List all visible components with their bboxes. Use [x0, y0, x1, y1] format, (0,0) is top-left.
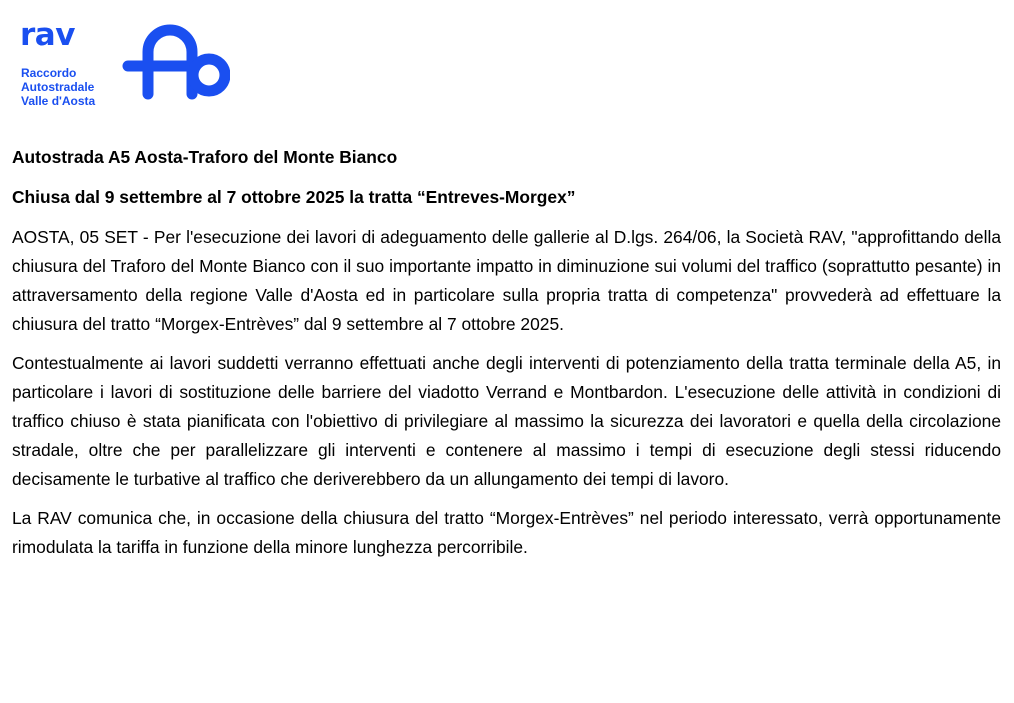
paragraph-2: Contestualmente ai lavori suddetti verranno effettuati anche degli interventi di potenziamento della tratta terminale della A5, in particolare i lavori di sostituzione delle barriere del viadotto Verrand e Montbardon. L'esecuzione delle attività in condizioni di traffico chiuso è stata pianificata con l'obiettivo di privilegiare al massimo la sicurezza dei lavoratori e quella della circolazione stradale, oltre che per parallelizzare gli interventi e contenere al massimo i tempi di esecuzione degli stessi riducendo decisamente le turbative al traffico che deriverebbero da un allungamento dei tempi di lavoro. — [12, 353, 1001, 489]
rav-logo — [18, 18, 233, 110]
paragraph-3: La RAV comunica che, in occasione della chiusura del tratto “Morgex-Entrèves” nel periodo interessato, verrà opportunamente rimodulata la tariffa in funzione della minore lunghezza percorribile. — [12, 508, 1001, 557]
rav-monogram-icon — [122, 18, 230, 100]
logo-subtitle-line: Valle d'Aosta — [21, 94, 96, 108]
document-subtitle: Chiusa dal 9 settembre al 7 ottobre 2025 la tratta “Entreves-Morgex” — [12, 187, 576, 207]
press-release — [12, 143, 1001, 572]
document-title: Autostrada A5 Aosta-Traforo del Monte Bianco — [12, 147, 398, 167]
paragraph-1: AOSTA, 05 SET - Per l'esecuzione dei lavori di adeguamento delle gallerie al D.lgs. 264/06, la Società RAV, "approfittando della chiusura del Traforo del Monte Bianco con il suo importante impatto in diminuzione sui volumi del traffico (soprattutto pesante) in attraversamento della regione Valle d'Aosta ed in particolare sulla propria tratta di competenza" provvederà ad effettuare la chiusura del tratto “Morgex-Entrèves” dal 9 settembre al 7 ottobre 2025. — [12, 227, 1001, 334]
logo-subtitle-line: Raccordo — [21, 66, 77, 80]
logo-wordmark: rav — [20, 17, 75, 53]
logo-subtitle-line: Autostradale — [21, 80, 95, 94]
logo-subtitle — [21, 66, 121, 108]
